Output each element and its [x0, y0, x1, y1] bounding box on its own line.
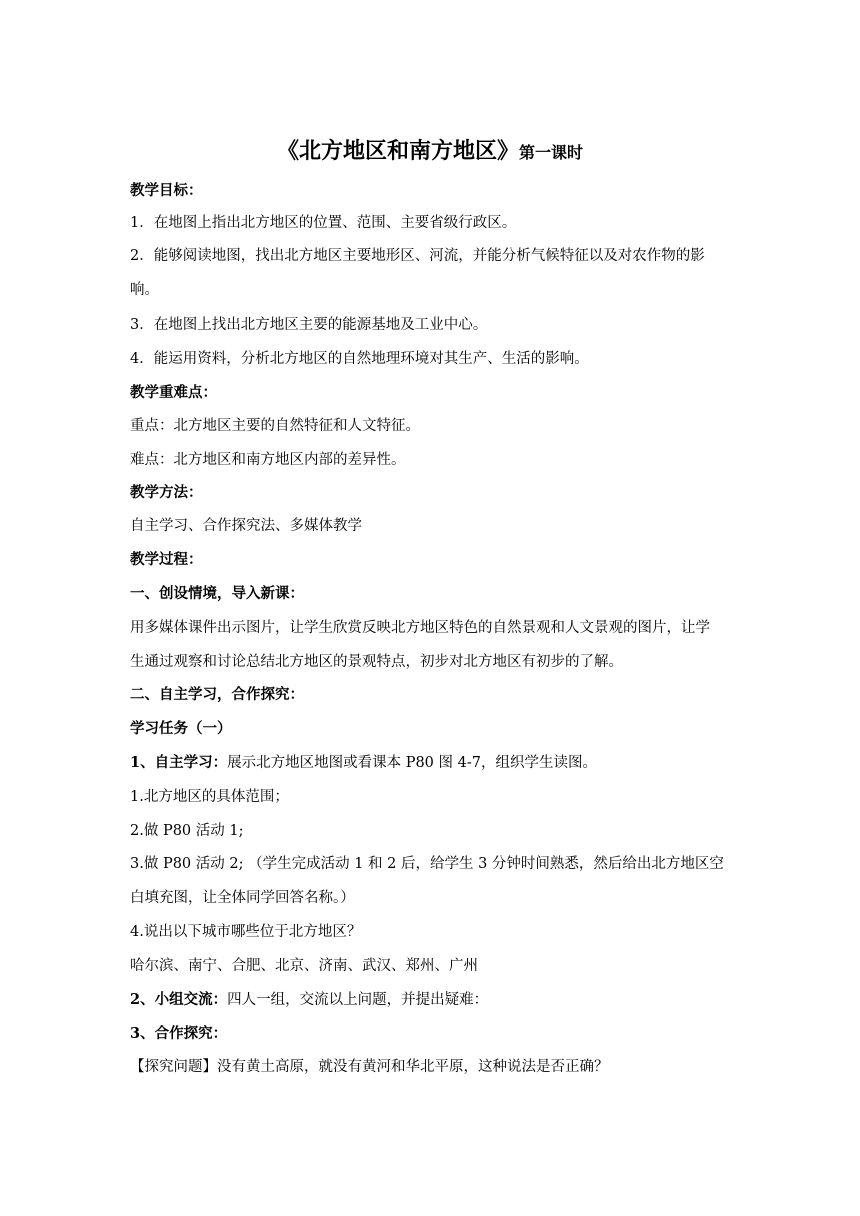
step2-heading: 二、自主学习，合作探究： [130, 686, 304, 703]
self-study-text: 展示北方地区地图或看课本 P80 图 4-7，组织学生读图。 [227, 755, 597, 771]
group-line [130, 989, 750, 1011]
item-1: 1.北方地区的具体范围； [130, 789, 289, 805]
coop-label: 3、合作探究： [130, 1025, 228, 1042]
document-title [0, 134, 860, 165]
item-2: 2.做 P80 活动 1; [130, 823, 244, 839]
objective-3: 3．在地图上找出北方地区主要的能源基地及工业中心。 [130, 317, 488, 333]
objective-2-line2: 响。 [130, 282, 159, 298]
group-label: 2、小组交流： [130, 991, 228, 1008]
title-sub: 第一课时 [519, 143, 584, 162]
title-main: 《北方地区和南方地区》 [276, 138, 519, 164]
difficult-point: 难点：北方地区和南方地区内部的差异性。 [130, 452, 406, 468]
heading-methods: 教学方法： [130, 484, 203, 501]
question-text: 【探究问题】没有黄土高原，就没有黄河和华北平原，这种说法是否正确？ [130, 1059, 609, 1075]
heading-process: 教学过程： [130, 551, 203, 568]
heading-key-points: 教学重难点： [130, 384, 217, 401]
group-text: 四人一组，交流以上问题，并提出疑难： [227, 992, 489, 1008]
item-3-line1: 3.做 P80 活动 2; （学生完成活动 1 和 2 后，给学生 3 分钟时间熟悉，然后给出北方地区空 [130, 856, 724, 872]
cities-list: 哈尔滨、南宁、合肥、北京、济南、武汉、郑州、广州 [130, 958, 478, 974]
methods-text: 自主学习、合作探究法、多媒体教学 [130, 518, 362, 534]
self-study-label: 1、自主学习： [130, 754, 228, 771]
item-4: 4.说出以下城市哪些位于北方地区？ [130, 924, 362, 940]
self-study-line [130, 752, 750, 774]
heading-objectives: 教学目标： [130, 182, 203, 199]
objective-4: 4．能运用资料，分析北方地区的自然地理环境对其生产、生活的影响。 [130, 351, 589, 367]
key-point: 重点：北方地区主要的自然特征和人文特征。 [130, 418, 420, 434]
step1-line2: 生通过观察和讨论总结北方地区的景观特点，初步对北方地区有初步的了解。 [130, 654, 623, 670]
step1-heading: 一、创设情境，导入新课： [130, 585, 304, 602]
objective-2-line1: 2．能够阅读地图，找出北方地区主要地形区、河流，并能分析气候特征以及对农作物的影 [130, 248, 705, 264]
objective-1: 1．在地图上指出北方地区的位置、范围、主要省级行政区。 [130, 215, 517, 231]
task1-heading: 学习任务（一） [130, 720, 232, 737]
item-3-line2: 白填充图，让全体同学回答名称。） [130, 890, 355, 906]
step1-line1: 用多媒体课件出示图片，让学生欣赏反映北方地区特色的自然景观和人文景观的图片，让学 [130, 620, 710, 636]
